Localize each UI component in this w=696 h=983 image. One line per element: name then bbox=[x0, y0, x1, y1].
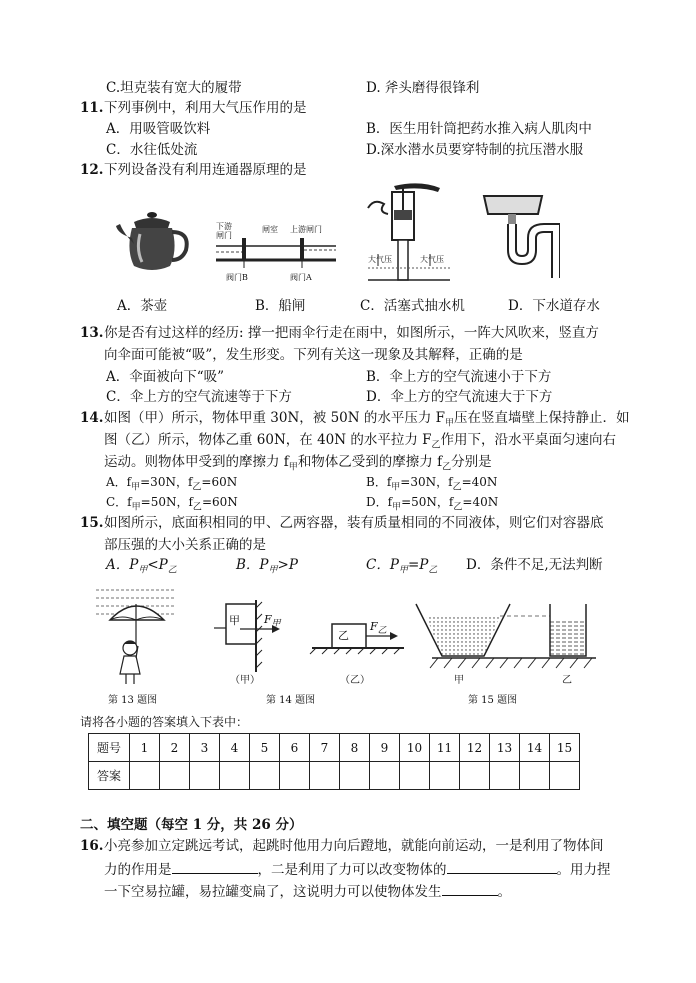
q10-option-c: C.坦克装有宽大的履带 bbox=[106, 80, 242, 96]
q14-option-a: A．$f_甲=30N$，$f_乙=60N$ bbox=[106, 475, 238, 493]
fig14-yi-label: 乙 bbox=[338, 629, 349, 642]
answer-number: 8 bbox=[340, 734, 370, 762]
q11-option-a: A．用吸管吸饮料 bbox=[106, 121, 211, 137]
answer-cell[interactable] bbox=[430, 762, 460, 790]
answer-number: 14 bbox=[520, 734, 550, 762]
q12-number: 12. bbox=[80, 162, 104, 178]
fig14-jia-diagram bbox=[212, 600, 292, 672]
q13-line2: 向伞面可能被“吸”，发生形变。下列有关这一现象及其解释，正确的是 bbox=[104, 347, 523, 363]
q16-line2: 力的作用是 ，二是利用了力可以改变物体的 。用力捏 bbox=[104, 862, 611, 878]
q14-option-d: D．$f_甲=50N$，$f_乙=40N$ bbox=[366, 495, 499, 513]
fig14-yi-caption: （乙） bbox=[340, 675, 370, 686]
section2-title: 二、填空题（每空 1 分，共 26 分） bbox=[80, 817, 303, 833]
q14-option-c: C．$f_甲=50N$，$f_乙=60N$ bbox=[106, 495, 238, 513]
q12-stem: 下列设备没有利用连通器原理的是 bbox=[104, 162, 307, 178]
q11-option-b: B．医生用针筒把药水推入病人肌肉中 bbox=[366, 121, 592, 137]
answer-instruction: 请将各小题的答案填入下表中： bbox=[80, 715, 249, 729]
answer-cell[interactable] bbox=[460, 762, 490, 790]
answer-number: 2 bbox=[160, 734, 190, 762]
answer-cell[interactable] bbox=[310, 762, 340, 790]
lock-label-valve-b: 阀门B bbox=[226, 273, 248, 282]
lock-label-down-gate: 下游 闸门 bbox=[216, 222, 232, 240]
answer-cell[interactable] bbox=[340, 762, 370, 790]
q15-line2: 部压强的大小关系正确的是 bbox=[104, 537, 266, 553]
q12-option-b: B．船闸 bbox=[255, 298, 306, 314]
q11-number: 11. bbox=[80, 100, 104, 116]
lock-label-up-gate: 上游闸门 bbox=[290, 225, 322, 234]
answer-number: 15 bbox=[550, 734, 580, 762]
answer-table-number-row bbox=[89, 734, 580, 762]
fig14-jia-caption: （甲） bbox=[230, 675, 260, 686]
answer-cell[interactable] bbox=[130, 762, 160, 790]
q16-number: 16. bbox=[80, 838, 104, 854]
q12-option-a: A．茶壶 bbox=[117, 298, 168, 314]
q13-option-c: C．伞上方的空气流速等于下方 bbox=[106, 389, 292, 405]
q12-option-d: D．下水道存水 bbox=[508, 298, 600, 314]
q13-number: 13. bbox=[80, 325, 104, 341]
q16-blank-2[interactable] bbox=[447, 860, 557, 874]
umbrella-girl-figure bbox=[92, 582, 180, 690]
q15-option-a: A．$P_甲<P_乙$ bbox=[106, 557, 177, 576]
q11-stem: 下列事例中，利用大气压作用的是 bbox=[104, 100, 307, 116]
answer-table-answer-row bbox=[89, 762, 580, 790]
answer-cell[interactable] bbox=[520, 762, 550, 790]
piston-pump-figure bbox=[364, 178, 454, 286]
fig14-fjia-label: $F_甲$ bbox=[264, 613, 281, 630]
q13-option-d: D．伞上方的空气流速大于下方 bbox=[366, 389, 553, 405]
q14-option-b: B．$f_甲=30N$，$f_乙=40N$ bbox=[366, 475, 498, 493]
q16-line3: 一下空易拉罐，易拉罐变扁了，这说明力可以使物体发生 。 bbox=[104, 884, 511, 900]
lock-label-chamber: 闸室 bbox=[262, 225, 278, 234]
fig15-caption: 第 15 题图 bbox=[468, 695, 518, 706]
q16-blank-1[interactable] bbox=[172, 860, 258, 874]
answer-number: 7 bbox=[310, 734, 340, 762]
fig14-caption: 第 14 题图 bbox=[266, 695, 316, 706]
answer-cell[interactable] bbox=[490, 762, 520, 790]
answer-number: 10 bbox=[400, 734, 430, 762]
answer-number: 4 bbox=[220, 734, 250, 762]
q16-line1: 小亮参加立定跳远考试，起跳时他用力向后蹬地，就能向前运动，一是利用了物体间 bbox=[104, 838, 604, 854]
q14-line3: 运动。则物体甲受到的摩擦力 $f_甲$和物体乙受到的摩擦力 $f_乙$分别是 bbox=[104, 454, 492, 473]
answer-number: 1 bbox=[130, 734, 160, 762]
fig15-containers bbox=[412, 600, 600, 676]
answer-cell[interactable] bbox=[550, 762, 580, 790]
fig15-yi-label: 乙 bbox=[562, 675, 572, 686]
q13-line1: 你是否有过这样的经历: 撑一把雨伞行走在雨中，如图所示，一阵大风吹来，竖直方 bbox=[104, 325, 599, 341]
answer-number: 9 bbox=[370, 734, 400, 762]
q15-option-b: B．$P_甲>P$ bbox=[236, 557, 298, 576]
answer-cell[interactable] bbox=[370, 762, 400, 790]
answer-cell[interactable] bbox=[160, 762, 190, 790]
q11-option-d: D.深水潜水员要穿特制的抗压潜水服 bbox=[366, 142, 584, 158]
answer-cell[interactable] bbox=[190, 762, 220, 790]
q14-number: 14. bbox=[80, 410, 104, 426]
fig14-fyi-label: $F_乙$ bbox=[370, 620, 387, 637]
answer-cell[interactable] bbox=[220, 762, 250, 790]
q13-option-b: B．伞上方的空气流速小于下方 bbox=[366, 369, 552, 385]
teapot-figure bbox=[112, 208, 194, 274]
fig14-jia-label: 甲 bbox=[229, 614, 240, 627]
answer-table-head-answer: 答案 bbox=[89, 762, 130, 790]
q11-option-c: C．水往低处流 bbox=[106, 142, 198, 158]
answer-number: 6 bbox=[280, 734, 310, 762]
answer-table bbox=[88, 733, 580, 790]
pump-label-right: 大气压 bbox=[420, 255, 444, 264]
fig14-yi-diagram bbox=[308, 618, 408, 662]
q15-line1: 如图所示，底面积相同的甲、乙两容器，装有质量相同的不同液体，则它们对容器底 bbox=[104, 515, 604, 531]
lock-label-valve-a: 阀门A bbox=[290, 273, 312, 282]
q15-option-d: D．条件不足,无法判断 bbox=[466, 557, 603, 573]
q12-option-c: C．活塞式抽水机 bbox=[360, 298, 465, 314]
answer-cell[interactable] bbox=[280, 762, 310, 790]
q16-blank-3[interactable] bbox=[442, 882, 498, 896]
fig15-jia-label: 甲 bbox=[454, 675, 464, 686]
fig13-caption: 第 13 题图 bbox=[108, 695, 158, 706]
q13-option-a: A．伞面被向下“吸” bbox=[106, 369, 225, 385]
answer-number: 11 bbox=[430, 734, 460, 762]
q10-option-d: D. 斧头磨得很锋利 bbox=[366, 80, 480, 96]
pump-label-left: 大气压 bbox=[368, 255, 392, 264]
answer-number: 3 bbox=[190, 734, 220, 762]
answer-number: 5 bbox=[250, 734, 280, 762]
answer-number: 12 bbox=[460, 734, 490, 762]
answer-number: 13 bbox=[490, 734, 520, 762]
sink-trap-figure bbox=[480, 188, 560, 280]
q15-number: 15. bbox=[80, 515, 104, 531]
answer-cell[interactable] bbox=[400, 762, 430, 790]
q14-line2: 图（乙）所示，物体乙重 60N，在 40N 的水平拉力 $F_乙$作用下，沿水平桌面匀速向右 bbox=[104, 432, 617, 451]
q15-option-c: C．$P_甲=P_乙$ bbox=[366, 557, 438, 576]
answer-cell[interactable] bbox=[250, 762, 280, 790]
answer-table-head-number: 题号 bbox=[89, 734, 130, 762]
q14-line1: 如图（甲）所示，物体甲重 30N，被 50N 的水平压力 $F_甲$压在竖直墙壁上保持静止．如 bbox=[104, 410, 630, 429]
